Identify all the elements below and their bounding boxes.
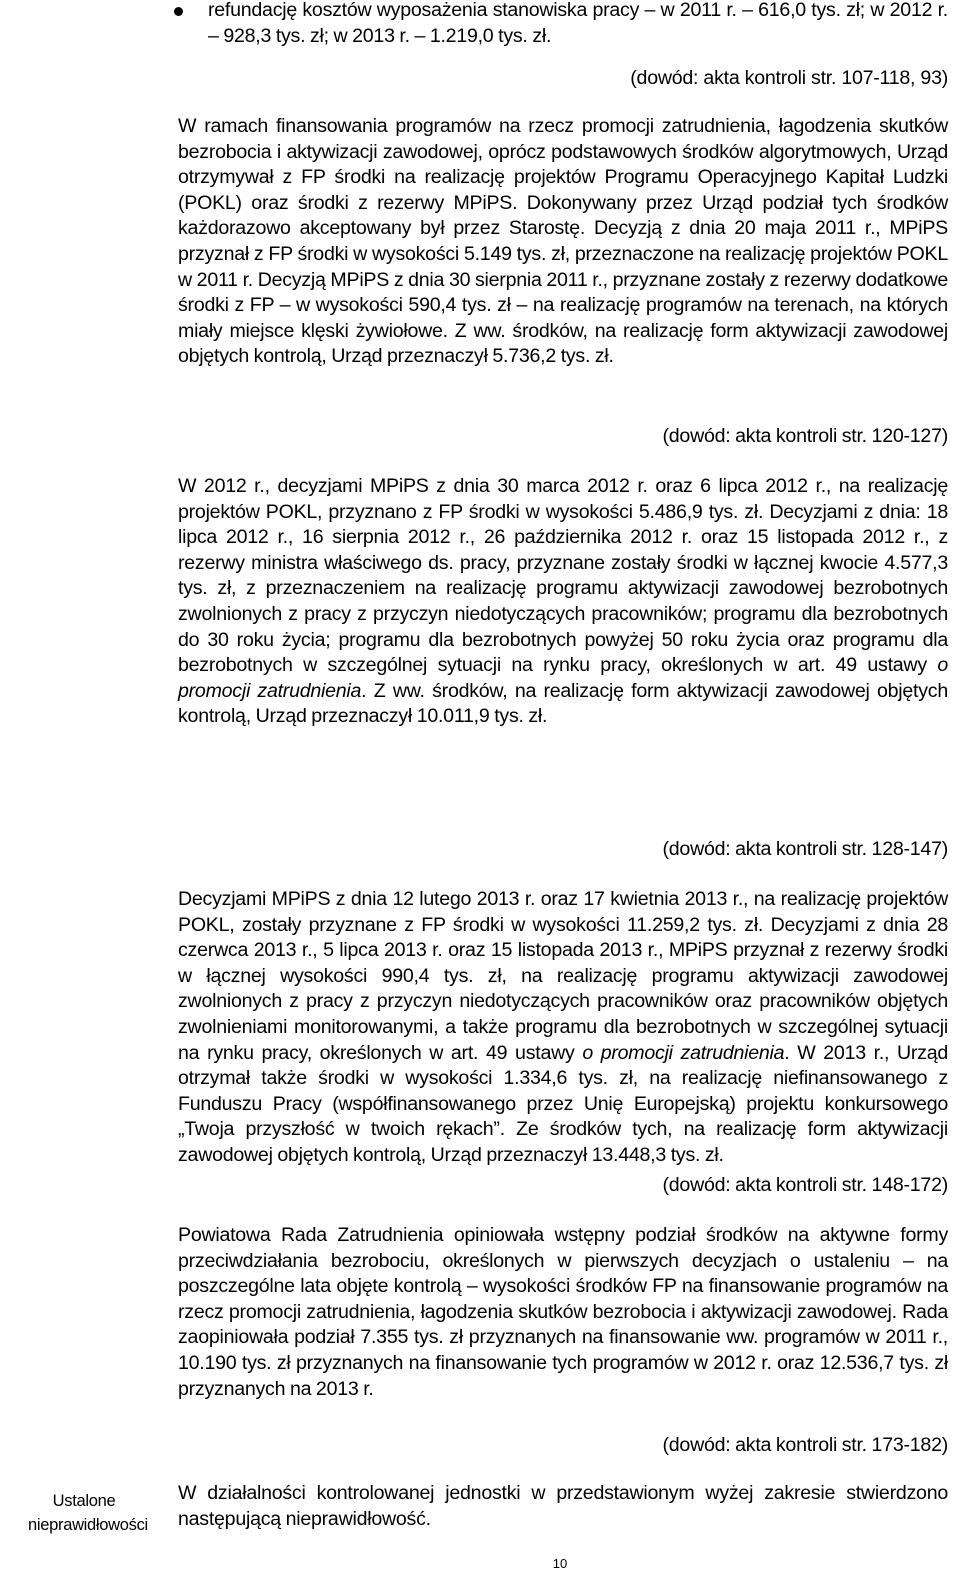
paragraph-text: Decyzjami MPiPS z dnia 12 lutego 2013 r. oraz 17 kwietnia 2013 r., na realizację projektów POKL, zostały przyznane z FP środki w wysokości 11.259,2 tys. zł. Decyzjami z dnia 28 czerwca 2013 r., 5 lipca 2013 r. oraz 15 listopada 2013 r., MPiPS przyznał z rezerwy środki w łącznej wysokości 990,4 tys. zł, na realizację programu aktywizacji zawodowej zwolnionych z pracy z przyczyn niedotyczących pracowników oraz pracowników objętych zwolnieniami monitorowanymi, a także programu dla bezrobotnych w szczególnej sytuacji na rynku pracy, określonych w art. 49 ustawy [178,888,948,1064]
paragraph: W działalności kontrolowanej jednostki w przedstawionym wyżej zakresie stwierdzono następującą nieprawidłowość. [178,1482,948,1530]
paragraph [178,474,948,730]
evidence-reference: (dowód: akta kontroli str. 173-182) [662,1434,948,1456]
paragraph: W ramach finansowania programów na rzecz promocji zatrudnienia, łagodzenia skutków bezrobocia i aktywizacji zawodowej, oprócz podstawowych środków algorytmowych, Urząd otrzymywał z FP środki na realizację projektów Programu Operacyjnego Kapitał Ludzki (POKL) oraz środki z rezerwy MPiPS. Dokonywany przez Urząd podział tych środków każdorazowo akceptowany był przez Starostę. Decyzją z dnia 20 maja 2011 r., MPiPS przyznał z FP środki w wysokości 5.149 tys. zł, przeznaczone na realizację projektów POKL w 2011 r. Decyzją MPiPS z dnia 30 sierpnia 2011 r., przyznane zostały z rezerwy dodatkowe środki z FP – w wysokości 590,4 tys. zł – na realizację programów na terenach, na których miały miejsce klęski żywiołowe. Z ww. środków, na realizację form aktywizacji zawodowej objętych kontrolą, Urząd przeznaczył 5.736,2 tys. zł. [178,115,948,368]
bullet-list-item: refundację kosztów wyposażenia stanowiska pracy – w 2011 r. – 616,0 tys. zł; w 2012 r. – 928,3 tys. zł; w 2013 r. – 1.219,0 tys. zł. [208,0,948,47]
paragraph [178,887,948,1169]
page-number: 10 [552,1556,568,1571]
law-title-italic: o promocji zatrudnienia [582,1041,785,1064]
paragraph: Powiatowa Rada Zatrudnienia opiniowała wstępny podział środków na aktywne formy przeciwdziałania bezrobociu, określonych w pierwszych decyzjach o ustaleniu – na poszczególne lata objęte kontrolą – wysokości środków FP na finansowanie programów na rzecz promocji zatrudnienia, łagodzenia skutków bezrobocia i aktywizacji zawodowej. Rada zaopiniowała podział 7.355 tys. zł przyznanych na finansowanie ww. programów w 2011 r., 10.190 tys. zł przyznanych na finansowanie tych programów w 2012 r. oraz 12.536,7 tys. zł przyznanych na 2013 r. [178,1224,948,1400]
paragraph-text: . W 2013 r., Urząd otrzymał także środki w wysokości 1.334,6 tys. zł, na realizację niefinansowanego z Funduszu Pracy (współfinansowanego przez Unię Europejską) projektu konkursowego „Twoja przyszłość w twoich rękach”. Ze środków tych, na realizację form aktywizacji zawodowej objętych kontrolą, Urząd przeznaczył 13.448,3 tys. zł. [178,1041,948,1166]
evidence-reference: (dowód: akta kontroli str. 128-147) [662,838,948,860]
evidence-reference: (dowód: akta kontroli str. 120-127) [662,425,948,447]
paragraph-text: W 2012 r., decyzjami MPiPS z dnia 30 marca 2012 r. oraz 6 lipca 2012 r., na realizację projektów POKL, przyznano z FP środki w wysokości 5.486,9 tys. zł. Decyzjami z dnia: 18 lipca 2012 r., 16 sierpnia 2012 r., 26 października 2012 r. oraz 15 listopada 2012 r., z rezerwy ministra właściwego ds. pracy, przyznane zostały środki w łącznej kwocie 4.577,3 tys. zł, z przeznaczeniem na realizację programu aktywizacji zawodowej bezrobotnych zwolnionych z pracy z przyczyn niedotyczących pracowników; programu dla bezrobotnych do 30 roku życia; programu dla bezrobotnych powyżej 50 roku życia oraz programu dla bezrobotnych w szczególnej sytuacji na rynku pracy, określonych w art. 49 ustawy [178,475,948,677]
law-title-italic: o promocji zatrudnienia [178,654,948,702]
evidence-reference: (dowód: akta kontroli str. 148-172) [662,1174,948,1196]
bullet-icon [174,7,183,16]
evidence-reference: (dowód: akta kontroli str. 107-118, 93) [630,67,948,89]
margin-label-line: nieprawidłowości [28,1516,148,1534]
paragraph-text: . Z ww. środków, na realizację form aktywizacji zawodowej objętych kontrolą, Urząd przeznaczył 10.011,9 tys. zł. [178,679,948,728]
margin-label-line: Ustalone [52,1492,116,1510]
margin-label [28,1489,148,1537]
